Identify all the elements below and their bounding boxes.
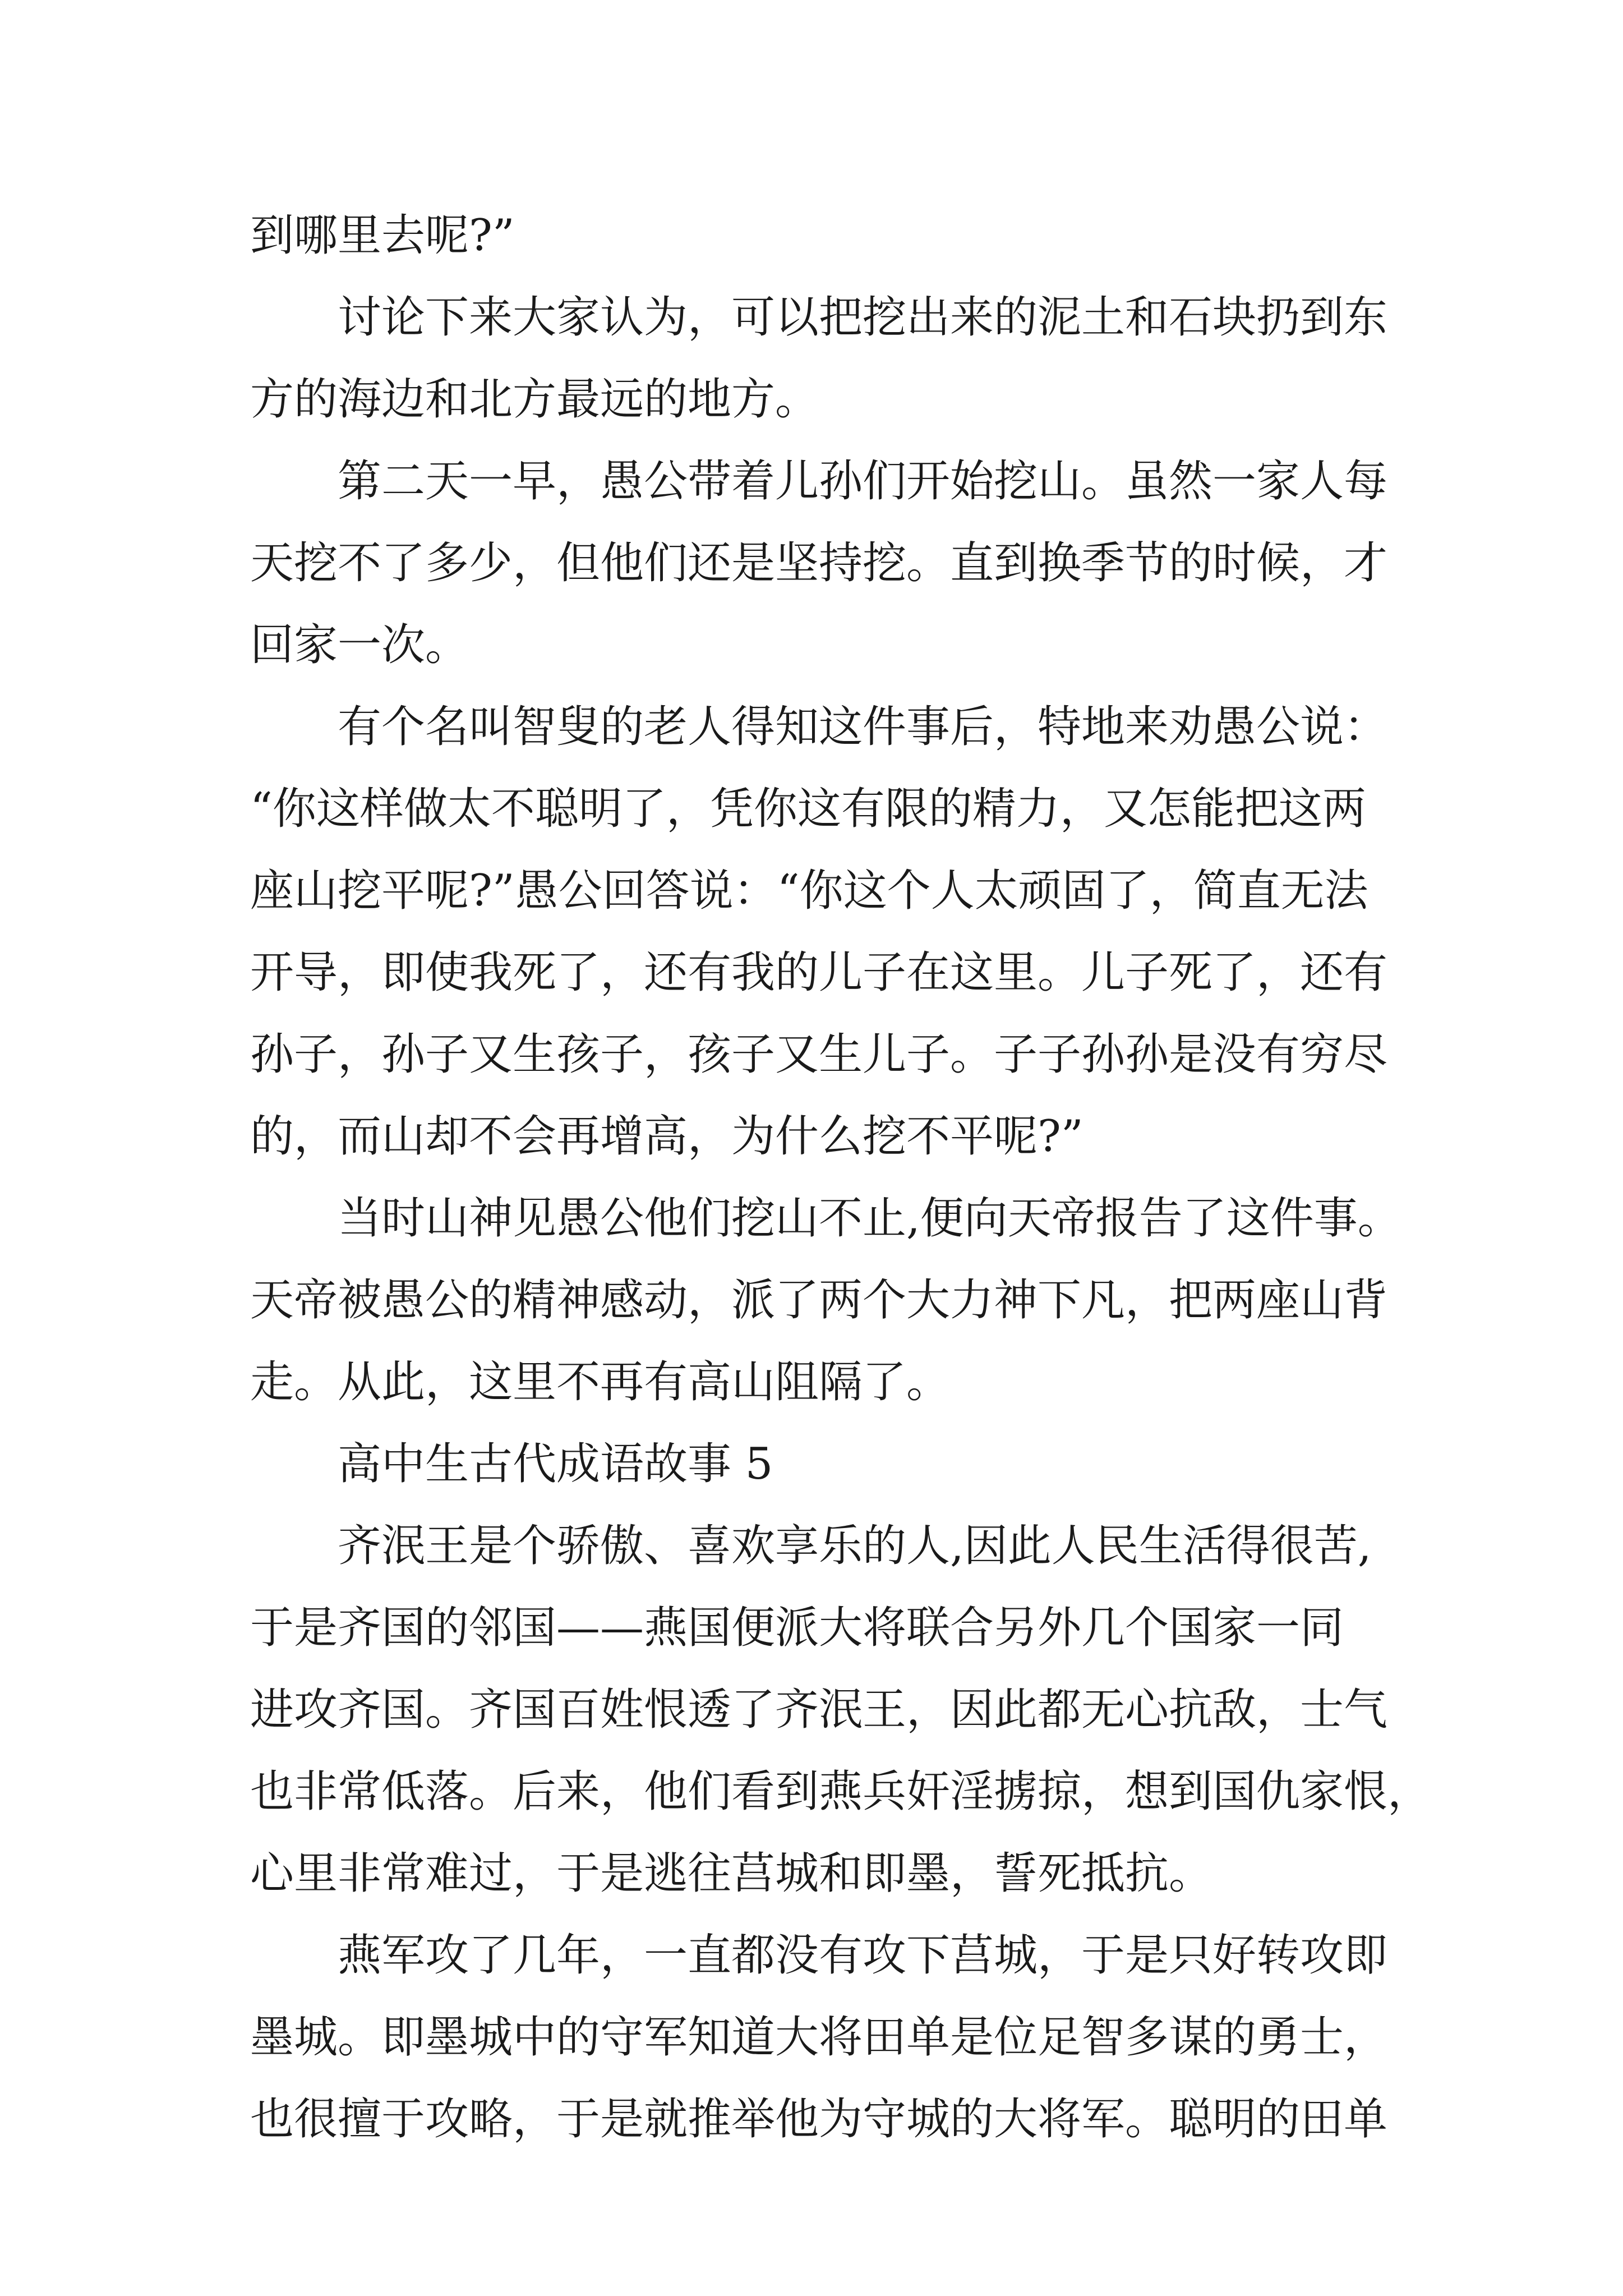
text-line: 燕军攻了几年，一直都没有攻下莒城，于是只好转攻即 bbox=[338, 1930, 1388, 1981]
text-line: 开导，即使我死了，还有我的儿子在这里。儿子死了，还有 bbox=[250, 947, 1388, 998]
text-line: 当时山神见愚公他们挖山不止,便向天帝报告了这件事。 bbox=[338, 1193, 1401, 1244]
paragraph bbox=[250, 1505, 1450, 1915]
paragraph bbox=[250, 1915, 1450, 2160]
text-line: 讨论下来大家认为，可以把挖出来的泥土和石块扔到东 bbox=[338, 292, 1388, 343]
text-line: 于是齐国的邻国——燕国便派大将联合另外几个国家一同 bbox=[250, 1603, 1344, 1653]
text-line: 进攻齐国。齐国百姓恨透了齐泯王，因此都无心抗敌，士气 bbox=[250, 1685, 1388, 1735]
paragraph bbox=[250, 277, 1450, 440]
text-line: 孙子，孙子又生孩子，孩子又生儿子。子子孙孙是没有穷尽 bbox=[250, 1029, 1388, 1080]
text-line: 走。从此，这里不再有高山阻隔了。 bbox=[250, 1357, 951, 1407]
paragraph bbox=[250, 440, 1450, 686]
section-heading bbox=[250, 1423, 1450, 1505]
paragraph bbox=[250, 1177, 1450, 1423]
text-line: “你这样做太不聪明了，凭你这有限的精力，又怎能把这两 bbox=[250, 784, 1366, 834]
text-line: 齐泯王是个骄傲、喜欢享乐的人,因此人民生活得很苦, bbox=[338, 1521, 1372, 1571]
text-line: 天挖不了多少，但他们还是坚持挖。直到换季节的时候，才 bbox=[250, 538, 1388, 588]
text-line: 天帝被愚公的精神感动，派了两个大力神下凡，把两座山背 bbox=[250, 1275, 1388, 1326]
text-line: 也非常低落。后来，他们看到燕兵奸淫掳掠，想到国仇家恨， bbox=[250, 1766, 1432, 1817]
document-body bbox=[250, 195, 1450, 2160]
text-line: 墨城。即墨城中的守军知道大将田单是位足智多谋的勇士， bbox=[250, 2012, 1388, 2063]
text-line: 回家一次。 bbox=[250, 620, 469, 670]
text-line: 方的海边和北方最远的地方。 bbox=[250, 374, 819, 425]
paragraph bbox=[250, 195, 1450, 277]
text-line: 的，而山却不会再增高，为什么挖不平呢?” bbox=[250, 1111, 1083, 1162]
text-line: 第二天一早，愚公带着儿孙们开始挖山。虽然一家人每 bbox=[338, 456, 1388, 507]
section-heading-text: 高中生古代成语故事 5 bbox=[338, 1439, 773, 1489]
text-line: 有个名叫智叟的老人得知这件事后，特地来劝愚公说： bbox=[338, 702, 1388, 752]
text-line: 心里非常难过，于是逃往莒城和即墨，誓死抵抗。 bbox=[250, 1848, 1213, 1899]
text-line: 座山挖平呢?”愚公回答说：“你这个人太顽固了，简直无法 bbox=[250, 866, 1368, 916]
text-line: 也很擅于攻略，于是就推举他为守城的大将军。聪明的田单 bbox=[250, 2094, 1388, 2145]
paragraph bbox=[250, 686, 1450, 1177]
text-line: 到哪里去呢?” bbox=[250, 210, 515, 261]
